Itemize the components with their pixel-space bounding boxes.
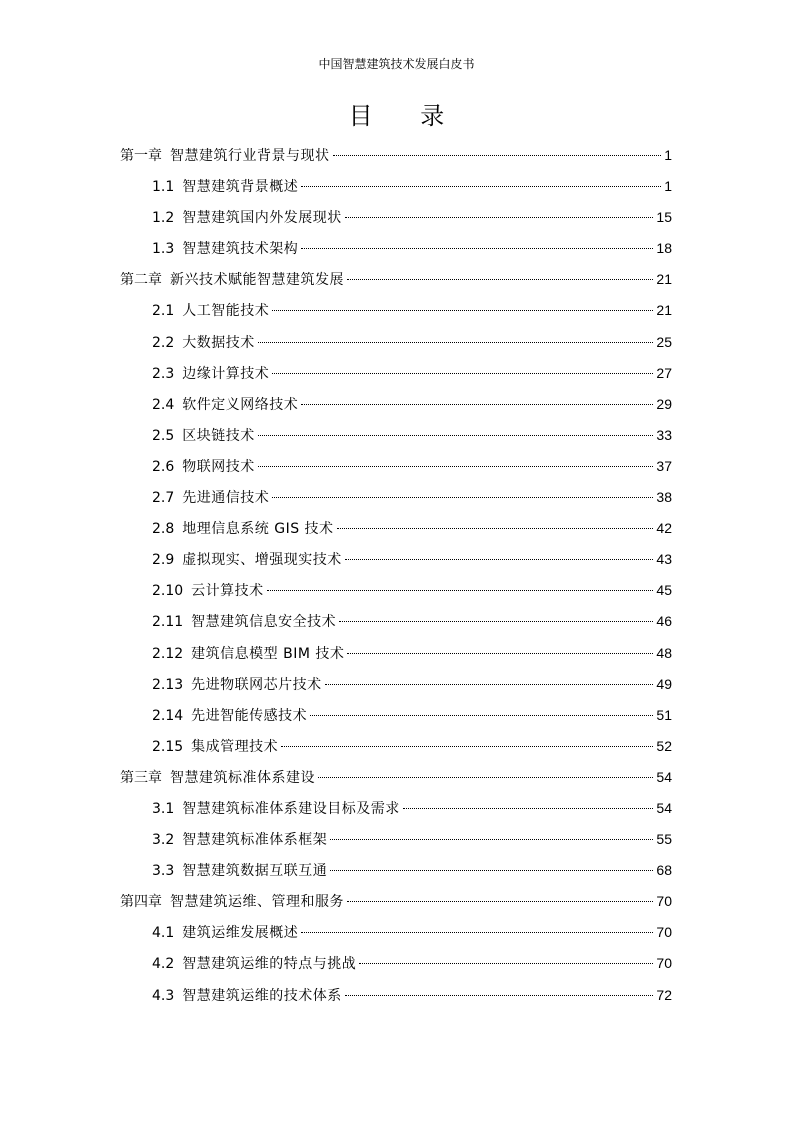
toc-entry-label: 先进智能传感技术 xyxy=(191,707,308,724)
dot-leader xyxy=(345,995,654,996)
toc-entry-label: 大数据技术 xyxy=(182,334,255,351)
toc-entry-2-9[interactable] xyxy=(120,544,672,575)
toc-entry-page: 33 xyxy=(656,426,672,443)
toc-entry-number: 2.5 xyxy=(152,427,175,444)
toc-entry-label: 边缘计算技术 xyxy=(182,365,270,382)
toc-entry-label: 智慧建筑运维的技术体系 xyxy=(182,987,342,1004)
toc-entry-page: 37 xyxy=(656,457,672,474)
dot-leader xyxy=(347,279,653,280)
toc-entry-number: 1.3 xyxy=(152,241,175,258)
dot-leader xyxy=(272,497,653,498)
toc-entry-3-2[interactable] xyxy=(120,824,672,855)
toc-entry-number: 2.12 xyxy=(152,645,184,662)
toc-entry-number: 第一章 xyxy=(120,148,162,164)
dot-leader xyxy=(258,466,654,467)
toc-entry-number: 4.3 xyxy=(152,987,175,1004)
toc-entry-label: 虚拟现实、增强现实技术 xyxy=(182,552,342,569)
toc-entry-3-3[interactable] xyxy=(120,855,672,886)
toc-entry-page: 38 xyxy=(656,489,672,506)
toc-entry-page: 21 xyxy=(656,271,672,288)
toc-entry-page: 21 xyxy=(656,302,672,319)
toc-entry-2-3[interactable] xyxy=(120,358,672,389)
dot-leader xyxy=(301,404,653,405)
toc-entry-page: 46 xyxy=(656,613,672,630)
toc-entry-number: 3.1 xyxy=(152,800,175,817)
toc-entry-number: 1.2 xyxy=(152,210,175,227)
toc-entry-4-3[interactable] xyxy=(120,980,672,1011)
toc-entry-page: 18 xyxy=(656,240,672,257)
toc-entry-page: 27 xyxy=(656,364,672,381)
toc-entry-number: 2.8 xyxy=(152,521,175,538)
toc-entry-label: 集成管理技术 xyxy=(191,738,279,755)
toc-entry-2-4[interactable] xyxy=(120,389,672,420)
toc-entry-label: 先进通信技术 xyxy=(182,490,270,507)
toc-entry-2-13[interactable] xyxy=(120,669,672,700)
toc-entry-label: 智慧建筑运维、管理和服务 xyxy=(170,894,344,911)
toc-entry-2-1[interactable] xyxy=(120,295,672,326)
toc-entry-page: 52 xyxy=(656,737,672,754)
dot-leader xyxy=(318,777,653,778)
dot-leader xyxy=(330,870,653,871)
dot-leader xyxy=(337,528,654,529)
toc-entry-4-2[interactable] xyxy=(120,948,672,979)
toc-entry-page: 48 xyxy=(656,644,672,661)
toc-entry-label: 智慧建筑国内外发展现状 xyxy=(182,210,342,227)
dot-leader xyxy=(258,342,654,343)
toc-title: 目 录 xyxy=(348,102,465,130)
toc-entry-number: 2.9 xyxy=(152,552,175,569)
toc-entry-2-8[interactable] xyxy=(120,513,672,544)
toc-entry-label: 先进物联网芯片技术 xyxy=(191,676,322,693)
toc-entry-label: 区块链技术 xyxy=(182,427,255,444)
toc-entry-label: 软件定义网络技术 xyxy=(182,396,299,413)
toc-entry-number: 4.1 xyxy=(152,925,175,942)
dot-leader xyxy=(258,435,654,436)
toc-entry-number: 3.2 xyxy=(152,832,175,849)
toc-entry-label: 人工智能技术 xyxy=(182,303,270,320)
toc-entry-label: 建筑运维发展概述 xyxy=(182,925,299,942)
toc-entry-label: 建筑信息模型 BIM 技术 xyxy=(191,645,345,662)
dot-leader xyxy=(403,808,654,809)
toc-entry-page: 1 xyxy=(664,147,672,163)
toc-entry-chapter-2[interactable] xyxy=(120,264,672,295)
toc-entry-number: 第四章 xyxy=(120,894,162,911)
dot-leader xyxy=(272,310,653,311)
toc-entry-3-1[interactable] xyxy=(120,793,672,824)
toc-entry-number: 2.6 xyxy=(152,458,175,475)
toc-entry-label: 智慧建筑行业背景与现状 xyxy=(170,148,330,164)
dot-leader xyxy=(347,901,653,902)
toc-entry-2-11[interactable] xyxy=(120,606,672,637)
toc-entry-page: 70 xyxy=(656,955,672,972)
toc-entry-page: 45 xyxy=(656,582,672,599)
dot-leader xyxy=(339,621,653,622)
toc-entry-label: 智慧建筑背景概述 xyxy=(182,179,299,196)
toc-entry-number: 3.3 xyxy=(152,863,175,880)
toc-entry-label: 地理信息系统 GIS 技术 xyxy=(182,521,334,538)
toc-entry-page: 29 xyxy=(656,395,672,412)
dot-leader xyxy=(330,839,653,840)
dot-leader xyxy=(281,746,653,747)
toc-entry-page: 49 xyxy=(656,675,672,692)
toc-entry-chapter-3[interactable] xyxy=(120,762,672,793)
toc-entry-2-5[interactable] xyxy=(120,420,672,451)
toc-entry-page: 43 xyxy=(656,551,672,568)
dot-leader xyxy=(272,373,653,374)
toc-entry-chapter-1[interactable] xyxy=(120,140,672,171)
toc-entry-label: 智慧建筑技术架构 xyxy=(182,241,299,258)
toc-entry-number: 2.2 xyxy=(152,334,175,351)
dot-leader xyxy=(359,963,653,964)
toc-entry-number: 2.14 xyxy=(152,707,184,724)
toc-entry-2-2[interactable] xyxy=(120,327,672,358)
toc-entry-page: 51 xyxy=(656,706,672,723)
toc-entry-label: 新兴技术赋能智慧建筑发展 xyxy=(170,272,344,289)
toc-entry-number: 2.3 xyxy=(152,365,175,382)
dot-leader xyxy=(325,684,654,685)
toc-entry-label: 智慧建筑标准体系建设目标及需求 xyxy=(182,800,400,817)
toc-entry-label: 物联网技术 xyxy=(182,458,255,475)
toc-entry-2-6[interactable] xyxy=(120,451,672,482)
toc-entry-label: 智慧建筑数据互联互通 xyxy=(182,863,328,880)
toc-entry-number: 2.7 xyxy=(152,490,175,507)
dot-leader xyxy=(267,590,654,591)
toc-entry-page: 15 xyxy=(656,209,672,226)
toc-entry-page: 54 xyxy=(656,799,672,816)
dot-leader xyxy=(301,932,653,933)
dot-leader xyxy=(301,248,653,249)
toc-entry-page: 72 xyxy=(656,986,672,1003)
toc-entry-2-10[interactable] xyxy=(120,575,672,606)
toc-entry-2-12[interactable] xyxy=(120,638,672,669)
toc-entry-page: 25 xyxy=(656,333,672,350)
toc-entry-number: 2.15 xyxy=(152,738,184,755)
toc-entry-2-7[interactable] xyxy=(120,482,672,513)
toc-entry-number: 第三章 xyxy=(120,769,162,786)
toc-entry-4-1[interactable] xyxy=(120,917,672,948)
toc-entry-page: 54 xyxy=(656,768,672,785)
toc-entry-label: 智慧建筑信息安全技术 xyxy=(191,614,337,631)
toc-entry-page: 42 xyxy=(656,520,672,537)
toc-entry-1-2[interactable] xyxy=(120,202,672,233)
toc-entry-number: 2.4 xyxy=(152,396,175,413)
toc-entry-label: 云计算技术 xyxy=(191,583,264,600)
dot-leader xyxy=(345,217,654,218)
toc-entry-page: 68 xyxy=(656,862,672,879)
dot-leader xyxy=(301,186,661,187)
table-of-contents xyxy=(120,140,672,1011)
toc-entry-page: 1 xyxy=(664,178,672,195)
toc-entry-page: 55 xyxy=(656,831,672,848)
dot-leader xyxy=(333,155,662,156)
toc-entry-2-15[interactable] xyxy=(120,731,672,762)
dot-leader xyxy=(345,559,654,560)
toc-entry-page: 70 xyxy=(656,893,672,910)
toc-entry-number: 2.1 xyxy=(152,303,175,320)
toc-entry-number: 2.13 xyxy=(152,676,184,693)
toc-entry-number: 2.10 xyxy=(152,583,184,600)
toc-entry-number: 2.11 xyxy=(152,614,184,631)
dot-leader xyxy=(310,715,653,716)
toc-entry-label: 智慧建筑标准体系建设 xyxy=(170,769,315,786)
dot-leader xyxy=(347,653,653,654)
toc-entry-label: 智慧建筑标准体系框架 xyxy=(182,832,328,849)
toc-entry-chapter-4[interactable] xyxy=(120,886,672,917)
toc-entry-2-14[interactable] xyxy=(120,700,672,731)
toc-entry-number: 1.1 xyxy=(152,179,175,196)
running-header: 中国智慧建筑技术发展白皮书 xyxy=(318,57,475,71)
toc-entry-page: 70 xyxy=(656,924,672,941)
toc-entry-number: 4.2 xyxy=(152,956,175,973)
toc-entry-label: 智慧建筑运维的特点与挑战 xyxy=(182,956,357,973)
toc-entry-1-3[interactable] xyxy=(120,233,672,264)
toc-entry-1-1[interactable] xyxy=(120,171,672,202)
toc-entry-number: 第二章 xyxy=(120,272,162,289)
